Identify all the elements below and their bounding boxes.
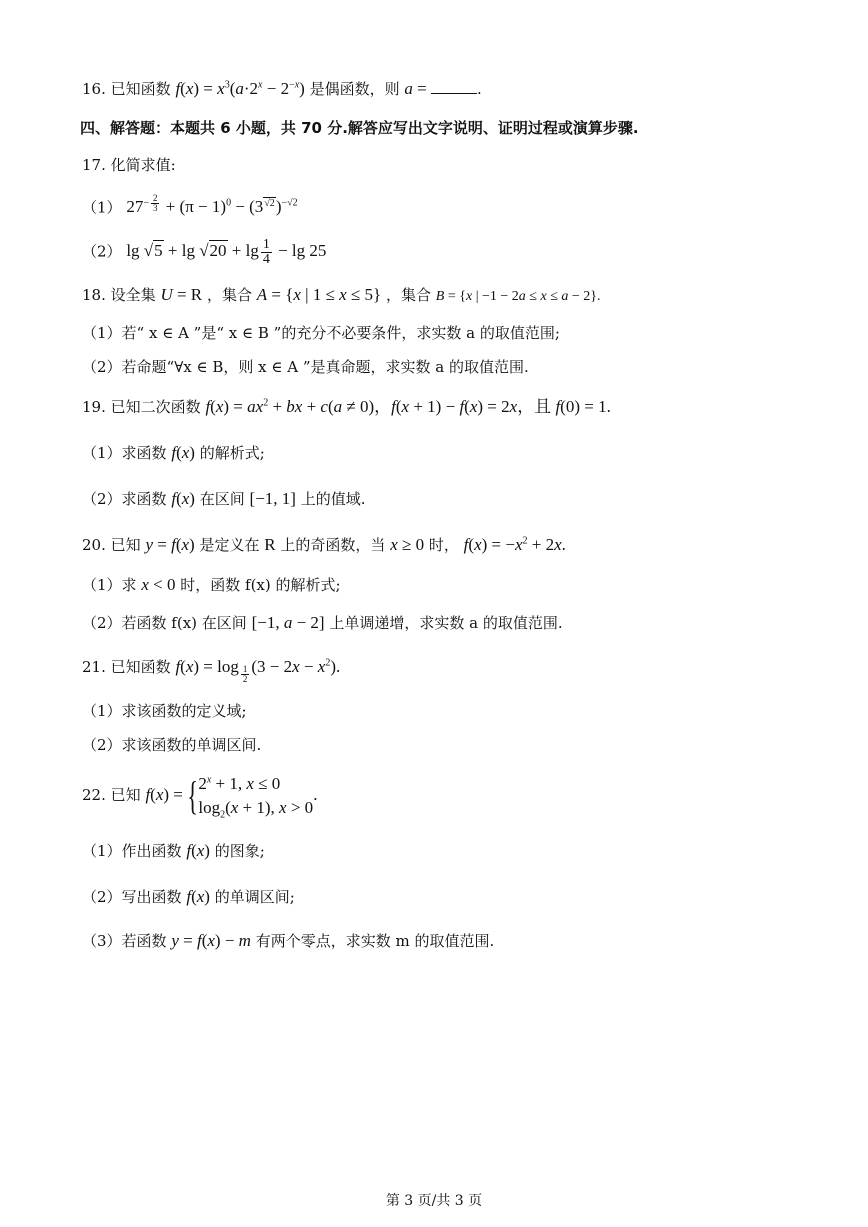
- q18-universal-set: U = R: [160, 285, 203, 304]
- q16-variable-a: a: [404, 79, 413, 98]
- q18-set-a: A = {x | 1 ≤ x ≤ 5}: [256, 285, 382, 304]
- question-22: 22. 已知 f(x) = { $2^x + 1$, x ≤ 0 $\log_2(x + 1)$, x > 0 .: [82, 773, 318, 821]
- q21-function: f(x) = log $_{\frac{1}{2}}$ $(3 - 2x - x^2)$.: [175, 657, 341, 684]
- section-heading: 四、解答题：本题共 6 小题，共 70 分.解答应写出文字说明、证明过程或演算步骤.: [80, 119, 639, 137]
- question-21: 21. 已知函数 f(x) = log $_{\frac{1}{2}}$ $(3 - 2x - x^2)$.: [82, 657, 341, 684]
- q18-part-2: （2）若命题“∀x ∈ B，则 x ∈ A ”是真命题，求实数 a 的取值范围.: [82, 358, 529, 376]
- page-footer: 第 3 页/共 3 页: [385, 1193, 483, 1209]
- q16-number: 16.: [82, 80, 106, 98]
- q21-part-1: （1）求该函数的定义域;: [82, 702, 247, 720]
- q22-piecewise: f(x) = { $2^x + 1$, x ≤ 0 $\log_2(x + 1)$, x > 0 .: [145, 773, 318, 821]
- q16-middle: 是偶函数，则: [309, 80, 400, 98]
- q17-expression-1: $27^{- \frac{2}{3}}$ + $(\pi - 1)^0 - (3^{√2})^{-√2}$: [126, 193, 298, 217]
- q18-set-b: B = {x | −1 − 2a ≤ x ≤ a − 2}.: [435, 289, 601, 304]
- q17-title: 化简求值:: [110, 156, 176, 174]
- q17-expression-2: lg √5 + lg √20 + lg $\frac{1}{4}$ − lg 25: [126, 237, 327, 267]
- q16-prefix: 已知函数: [110, 80, 171, 98]
- q19-part-1: （1）求函数 f(x) 的解析式;: [82, 443, 265, 462]
- q19-part-2: （2）求函数 f(x) 在区间 [−1, 1] 上的值域.: [82, 489, 366, 508]
- q18-part-1: （1）若“ x ∈ A ”是“ x ∈ B ”的充分不必要条件，求实数 a 的取值范围;: [82, 324, 560, 342]
- q20-part-2: （2）若函数 f(x) 在区间 [−1, a − 2] 上单调递增，求实数 a 的取值范围.: [82, 613, 563, 632]
- question-16: 16. 已知函数 $f(x) = x^3(a\cdot 2^x - 2^{-x})$ 是偶函数，则 a = .: [82, 79, 482, 98]
- question-19: 19. 已知二次函数 $f(x) = ax^2$ + bx + c(a ≠ 0)，f(x + 1) − f(x) = 2x，且 f(0) = 1.: [82, 397, 611, 416]
- q22-part-2: （2）写出函数 f(x) 的单调区间;: [82, 887, 295, 906]
- question-20: 20. 已知 y = f(x) 是定义在 R 上的奇函数，当 x ≥ 0 时， $f(x) = -x^2 + 2x$.: [82, 535, 566, 554]
- q22-part-1: （1）作出函数 f(x) 的图象;: [82, 841, 265, 860]
- question-17: 17. 化简求值:: [82, 156, 176, 174]
- q19-conditions: $f(x) = ax^2$ + bx + c(a ≠ 0)，f(x + 1) − f(x) = 2x，且 f(0) = 1.: [205, 397, 611, 416]
- q17-part-1: （1） $27^{- \frac{2}{3}}$ + $(\pi - 1)^0 - (3^{√2})^{-√2}$: [82, 193, 298, 217]
- q20-part-1: （1）求 x < 0 时，函数 f(x) 的解析式;: [82, 575, 341, 594]
- q17-part-2: （2） lg √5 + lg √20 + lg $\frac{1}{4}$ − lg 25: [82, 237, 327, 267]
- q21-part-2: （2）求该函数的单调区间.: [82, 736, 262, 754]
- q16-function: $f(x) = x^3(a\cdot 2^x - 2^{-x})$: [175, 79, 305, 98]
- q16-answer-blank[interactable]: [431, 79, 477, 94]
- q22-part-3: （3）若函数 y = f(x) − m 有两个零点，求实数 m 的取值范围.: [82, 931, 495, 950]
- question-18: 18. 设全集 U = R ，集合 A = {x | 1 ≤ x ≤ 5} ，集合 B = {x | −1 − 2a ≤ x ≤ a − 2}.: [82, 285, 601, 304]
